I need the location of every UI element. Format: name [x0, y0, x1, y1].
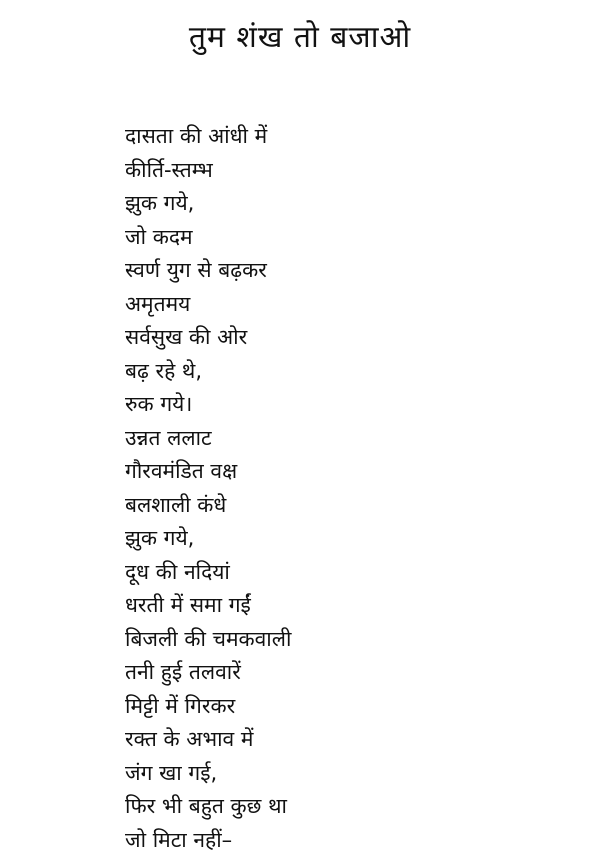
poem-line: बलशाली कंधे — [125, 492, 227, 517]
poem-line: जो कदम — [125, 224, 193, 249]
poem-line: रक्त के अभाव में — [125, 727, 254, 751]
poem-line: सर्वसुख की ओर — [125, 325, 248, 349]
poem-title: तुम शंख तो बजाओ — [188, 20, 412, 55]
poem-line: मिट्टी में गिरकर — [125, 693, 236, 718]
poem-line: दासता की आंधी में — [125, 124, 268, 148]
poem-line: धरती में समा गईं — [125, 593, 251, 617]
poem-line: झुक गये, — [125, 526, 195, 550]
poem-line: स्वर्ण युग से बढ़कर — [125, 258, 267, 282]
poem-line: कीर्ति-स्तम्भ — [125, 157, 213, 182]
poem-line: बढ़ रहे थे, — [125, 358, 202, 383]
poem-line: अमृतमय — [125, 291, 191, 316]
poem-line: उन्नत ललाट — [125, 425, 212, 450]
poem-line: बिजली की चमकवाली — [125, 626, 292, 651]
poem-line: तनी हुई तलवारें — [125, 660, 241, 684]
poem-body — [125, 120, 291, 857]
poem-line: जो मिटा नहीं– — [125, 827, 233, 852]
poem-line: झुक गये, — [125, 191, 195, 215]
poem-line: फिर भी बहुत कुछ था — [125, 794, 287, 818]
poem-line: दूध की नदियां — [125, 559, 230, 584]
poem-line: गौरवमंडित वक्ष — [125, 459, 238, 483]
poem-line: रुक गये। — [125, 392, 193, 416]
poem-line: जंग खा गई, — [125, 760, 218, 785]
